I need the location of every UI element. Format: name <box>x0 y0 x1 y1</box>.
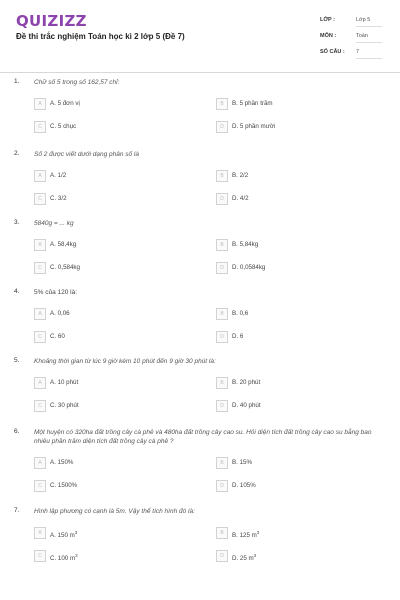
meta-label: MÔN : <box>320 33 337 39</box>
question-text: Hình lập phương có cạnh là 5m. Vậy thể tích hình đó là: <box>34 508 195 515</box>
question-item <box>0 428 400 494</box>
option-letter-box[interactable]: D <box>216 121 228 133</box>
option-label: C. 30 phút <box>50 402 79 409</box>
option-text <box>232 194 249 203</box>
question-number: 2. <box>14 150 20 157</box>
option-label: A. 58,4kg <box>50 241 77 248</box>
option-letter-box[interactable]: A <box>34 527 46 539</box>
question-text: 5840g = ... kg <box>34 220 74 227</box>
option-text <box>50 171 66 180</box>
question-number: 5. <box>14 357 20 364</box>
option-label: A. 150% <box>50 459 74 466</box>
option-text <box>50 122 76 131</box>
question-item <box>0 150 400 216</box>
option-letter-box[interactable]: D <box>216 193 228 205</box>
worksheet-title: Đề thi trắc nghiệm Toán học kì 2 lớp 5 (Đề 7) <box>16 32 185 41</box>
option-label: C. 0,584kg <box>50 264 80 271</box>
option-label: D. 105% <box>232 482 256 489</box>
option-letter-box[interactable]: D <box>216 262 228 274</box>
option-text <box>50 401 79 410</box>
option-text <box>232 332 243 341</box>
option-text <box>50 481 77 490</box>
meta-value: Lớp 5 <box>356 15 382 27</box>
option-label: D. 5 phần mười <box>232 123 276 130</box>
option-text <box>50 528 77 540</box>
option-label: D. 25 m <box>232 555 254 563</box>
option-text <box>232 551 256 563</box>
option-label: C. 5 chục <box>50 123 77 130</box>
option-text <box>50 99 80 108</box>
option-label: A. 150 m <box>50 532 75 540</box>
question-item <box>0 357 400 423</box>
option-label: B. 5 phần trăm <box>232 100 273 107</box>
question-item <box>0 78 400 144</box>
option-label: B. 5,84kg <box>232 241 259 248</box>
option-label: B. 20 phút <box>232 379 261 386</box>
option-label: C. 3/2 <box>50 195 67 202</box>
meta-label: LỚP : <box>320 17 335 23</box>
option-letter-box[interactable]: C <box>34 121 46 133</box>
option-letter-box[interactable]: A <box>34 170 46 182</box>
worksheet-header <box>0 0 400 73</box>
option-letter-box[interactable]: B <box>216 239 228 251</box>
meta-row-class <box>320 15 386 31</box>
option-letter-box[interactable]: C <box>34 193 46 205</box>
option-label: B. 125 m <box>232 532 257 540</box>
option-letter-box[interactable]: B <box>216 308 228 320</box>
option-letter-box[interactable]: C <box>34 400 46 412</box>
option-text <box>50 194 67 203</box>
option-letter-box[interactable]: B <box>216 170 228 182</box>
option-text <box>50 309 70 318</box>
option-text <box>50 458 73 467</box>
option-letter-box[interactable]: D <box>216 400 228 412</box>
meta-value: 7 <box>356 47 382 59</box>
question-item <box>0 288 400 354</box>
option-exponent: 3 <box>74 530 78 535</box>
option-label: B. 15% <box>232 459 252 466</box>
option-letter-box[interactable]: A <box>34 377 46 389</box>
option-label: A. 1/2 <box>50 172 67 179</box>
option-exponent: 3 <box>256 530 260 535</box>
option-label: C. 100 m <box>50 555 76 563</box>
option-letter-box[interactable]: B <box>216 98 228 110</box>
option-label: B. 0,6 <box>232 310 249 317</box>
option-label: C. 60 <box>50 333 65 340</box>
option-exponent: 3 <box>75 553 78 558</box>
option-letter-box[interactable]: D <box>216 331 228 343</box>
option-text <box>50 332 65 341</box>
meta-row-subject <box>320 31 386 47</box>
meta-row-question-count <box>320 47 386 63</box>
quizizz-logo: QUIZIZZ <box>16 12 87 30</box>
option-letter-box[interactable]: C <box>34 550 46 562</box>
question-item <box>0 219 400 285</box>
option-letter-box[interactable]: A <box>34 308 46 320</box>
option-label: A. 0,06 <box>50 310 70 317</box>
option-letter-box[interactable]: B <box>216 457 228 469</box>
option-label: D. 0,0584kg <box>232 264 266 271</box>
option-label: A. 5 đơn vị <box>50 100 80 107</box>
option-text <box>50 378 78 387</box>
option-letter-box[interactable]: C <box>34 262 46 274</box>
option-label: A. 10 phút <box>50 379 79 386</box>
option-text <box>50 240 76 249</box>
option-label: D. 40 phút <box>232 402 261 409</box>
option-text <box>232 99 273 108</box>
meta-value: Toán <box>356 31 382 43</box>
option-letter-box[interactable]: C <box>34 480 46 492</box>
question-text: Khoảng thời gian từ lúc 9 giờ kém 10 phút đến 9 giờ 30 phút là: <box>34 358 216 365</box>
question-item <box>0 507 400 573</box>
question-number: 4. <box>14 288 20 295</box>
option-letter-box[interactable]: D <box>216 480 228 492</box>
option-text <box>232 528 259 540</box>
option-text <box>50 263 80 272</box>
option-letter-box[interactable]: A <box>34 98 46 110</box>
question-number: 6. <box>14 428 20 435</box>
question-text: Số 2 được viết dưới dạng phân số là <box>34 151 139 158</box>
question-text: Chữ số 5 trong số 162,57 chỉ: <box>34 79 120 86</box>
option-text <box>232 263 265 272</box>
option-label: C. 1500% <box>50 482 78 489</box>
option-label: B. 2/2 <box>232 172 249 179</box>
option-letter-box[interactable]: D <box>216 550 228 562</box>
question-number: 1. <box>14 78 20 85</box>
option-exponent: 3 <box>253 553 257 558</box>
option-text <box>232 458 252 467</box>
question-text: Một huyện có 320ha đất trồng cây cà phê và 480ha đất trồng cây cao su. Hỏi diện tích đất trồng cây cao su bằng bao nhiêu phần trăm diện tích đất trồng cây cà phê ? <box>34 429 372 445</box>
question-text: 5% của 120 là: <box>34 289 78 296</box>
question-number: 3. <box>14 219 20 226</box>
option-text <box>232 378 260 387</box>
option-text <box>232 309 248 318</box>
option-label: D. 6 <box>232 333 244 340</box>
option-text <box>232 171 248 180</box>
option-letter-box[interactable]: B <box>216 377 228 389</box>
option-text <box>232 240 258 249</box>
option-text <box>232 122 275 131</box>
question-number: 7. <box>14 507 20 514</box>
option-letter-box[interactable]: B <box>216 527 228 539</box>
option-label: D. 4/2 <box>232 195 249 202</box>
option-letter-box[interactable]: A <box>34 239 46 251</box>
option-text <box>232 401 261 410</box>
option-letter-box[interactable]: C <box>34 331 46 343</box>
option-text <box>232 481 256 490</box>
worksheet-meta <box>320 15 386 63</box>
option-text <box>50 551 78 563</box>
meta-label: SỐ CÂU : <box>320 49 345 55</box>
option-letter-box[interactable]: A <box>34 457 46 469</box>
